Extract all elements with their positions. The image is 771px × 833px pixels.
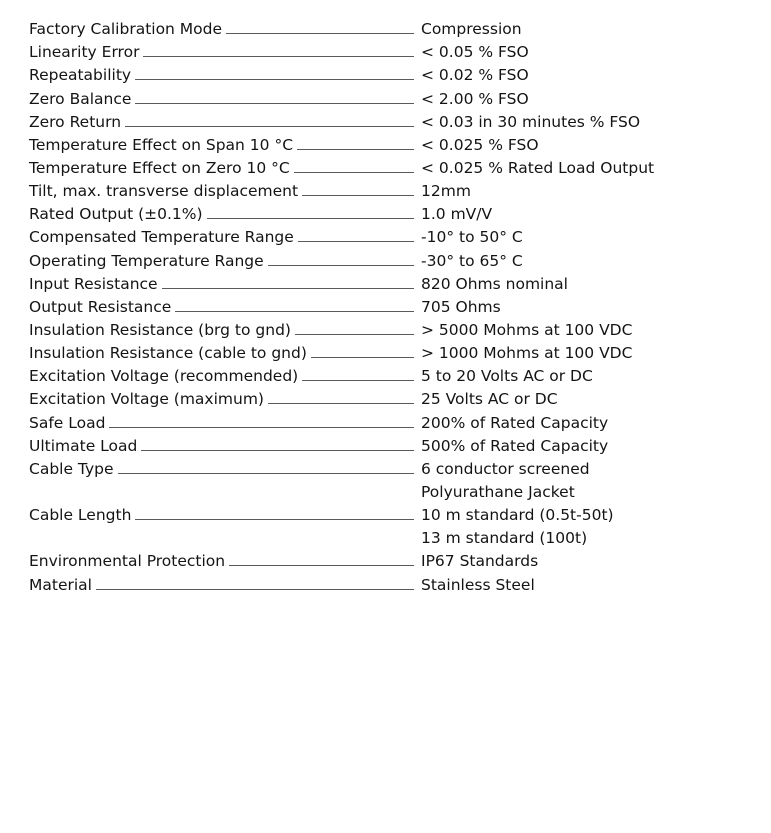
spec-row [29, 293, 759, 316]
spec-label-cell [29, 66, 414, 84]
spec-label-cell [29, 113, 414, 131]
spec-value: IP67 Standards [421, 552, 539, 571]
spec-value: < 0.05 % FSO [421, 43, 529, 62]
spec-value: -30° to 65° C [421, 251, 523, 270]
spec-label-cell [29, 414, 414, 432]
spec-label: Linearity Error [29, 43, 140, 62]
leader-line [294, 171, 414, 173]
spec-label-cell [29, 182, 414, 200]
spec-value: 820 Ohms nominal [421, 274, 568, 293]
spec-value: 1.0 mV/V [421, 205, 493, 224]
spec-row [29, 547, 759, 570]
spec-label: Cable Type [29, 459, 114, 478]
spec-value: Stainless Steel [421, 575, 535, 594]
spec-label: Environmental Protection [29, 552, 226, 571]
spec-row [29, 501, 759, 524]
spec-value: > 1000 Mohms at 100 VDC [421, 344, 633, 363]
spec-value: Polyurathane Jacket [421, 482, 575, 501]
spec-row [29, 131, 759, 154]
spec-value: < 0.02 % FSO [421, 66, 529, 85]
spec-label: Insulation Resistance (brg to gnd) [29, 320, 291, 339]
spec-row [29, 408, 759, 431]
leader-line [125, 125, 414, 127]
spec-row [29, 177, 759, 200]
spec-row [29, 223, 759, 246]
spec-row [29, 38, 759, 61]
spec-label-cell [29, 275, 414, 293]
leader-line [298, 240, 414, 242]
spec-label: Factory Calibration Mode [29, 20, 223, 39]
spec-row [29, 455, 759, 478]
spec-label-cell [29, 460, 414, 478]
spec-label-cell [29, 228, 414, 246]
spec-label: Zero Balance [29, 89, 132, 108]
spec-row [29, 15, 759, 38]
spec-label-cell [29, 576, 414, 594]
spec-label-cell [29, 506, 414, 524]
leader-line [135, 518, 414, 520]
spec-row [29, 154, 759, 177]
spec-value: < 2.00 % FSO [421, 89, 529, 108]
spec-value: 13 m standard (100t) [421, 529, 588, 548]
spec-row [29, 339, 759, 362]
leader-line [268, 264, 414, 266]
leader-line [141, 449, 414, 451]
spec-label-cell [29, 136, 414, 154]
spec-label: Operating Temperature Range [29, 251, 264, 270]
spec-row [29, 270, 759, 293]
leader-line [302, 379, 414, 381]
spec-label: Material [29, 575, 92, 594]
spec-row [29, 478, 759, 501]
spec-label-cell [29, 252, 414, 270]
spec-label: Input Resistance [29, 274, 158, 293]
spec-row [29, 570, 759, 593]
leader-line [143, 55, 414, 57]
spec-row [29, 432, 759, 455]
spec-label: Compensated Temperature Range [29, 228, 294, 247]
spec-label-cell [29, 367, 414, 385]
spec-label: Rated Output (±0.1%) [29, 205, 203, 224]
spec-value: 6 conductor screened [421, 459, 590, 478]
spec-value: 705 Ohms [421, 297, 501, 316]
leader-line [229, 564, 414, 566]
spec-label: Temperature Effect on Zero 10 °C [29, 158, 290, 177]
leader-line [226, 32, 414, 34]
spec-row [29, 316, 759, 339]
spec-label: Ultimate Load [29, 436, 138, 455]
spec-label-cell [29, 205, 414, 223]
spec-row [29, 246, 759, 269]
spec-label-cell [29, 321, 414, 339]
spec-label-cell [29, 344, 414, 362]
spec-label: Repeatability [29, 66, 132, 85]
spec-value: < 0.03 in 30 minutes % FSO [421, 112, 641, 131]
leader-line [109, 426, 414, 428]
spec-row [29, 200, 759, 223]
spec-label-cell [29, 43, 414, 61]
spec-row [29, 108, 759, 131]
spec-label: Excitation Voltage (recommended) [29, 367, 299, 386]
leader-line [297, 148, 414, 150]
spec-label-cell [29, 20, 414, 38]
leader-line [302, 194, 414, 196]
spec-row [29, 61, 759, 84]
leader-line [135, 102, 414, 104]
spec-label: Tilt, max. transverse displacement [29, 182, 299, 201]
spec-label-cell [29, 298, 414, 316]
spec-value: 25 Volts AC or DC [421, 390, 558, 409]
spec-row [29, 524, 759, 547]
spec-value: 500% of Rated Capacity [421, 436, 609, 455]
leader-line [96, 588, 414, 590]
leader-line [207, 217, 414, 219]
leader-line [311, 356, 414, 358]
spec-value: 200% of Rated Capacity [421, 413, 609, 432]
spec-label-cell [29, 390, 414, 408]
leader-line [135, 78, 414, 80]
leader-line [162, 287, 414, 289]
spec-value: < 0.025 % Rated Load Output [421, 158, 655, 177]
spec-label: Temperature Effect on Span 10 °C [29, 135, 294, 154]
spec-value: 12mm [421, 182, 471, 201]
spec-value: 10 m standard (0.5t-50t) [421, 506, 614, 525]
spec-label-cell [29, 552, 414, 570]
spec-value: > 5000 Mohms at 100 VDC [421, 320, 633, 339]
spec-value: < 0.025 % FSO [421, 135, 539, 154]
spec-label: Output Resistance [29, 297, 172, 316]
leader-line [118, 472, 414, 474]
spec-row [29, 84, 759, 107]
leader-line [295, 333, 414, 335]
spec-label: Insulation Resistance (cable to gnd) [29, 344, 307, 363]
spec-label: Zero Return [29, 112, 122, 131]
spec-row [29, 385, 759, 408]
leader-line [175, 310, 414, 312]
spec-value: 5 to 20 Volts AC or DC [421, 367, 593, 386]
leader-line [268, 402, 414, 404]
spec-label: Cable Length [29, 506, 132, 525]
spec-label: Excitation Voltage (maximum) [29, 390, 264, 409]
spec-table [29, 15, 759, 594]
spec-value: Compression [421, 20, 522, 39]
spec-label-cell [29, 90, 414, 108]
spec-label-cell [29, 437, 414, 455]
spec-label-cell [29, 159, 414, 177]
spec-label: Safe Load [29, 413, 106, 432]
spec-row [29, 362, 759, 385]
spec-value: -10° to 50° C [421, 228, 523, 247]
